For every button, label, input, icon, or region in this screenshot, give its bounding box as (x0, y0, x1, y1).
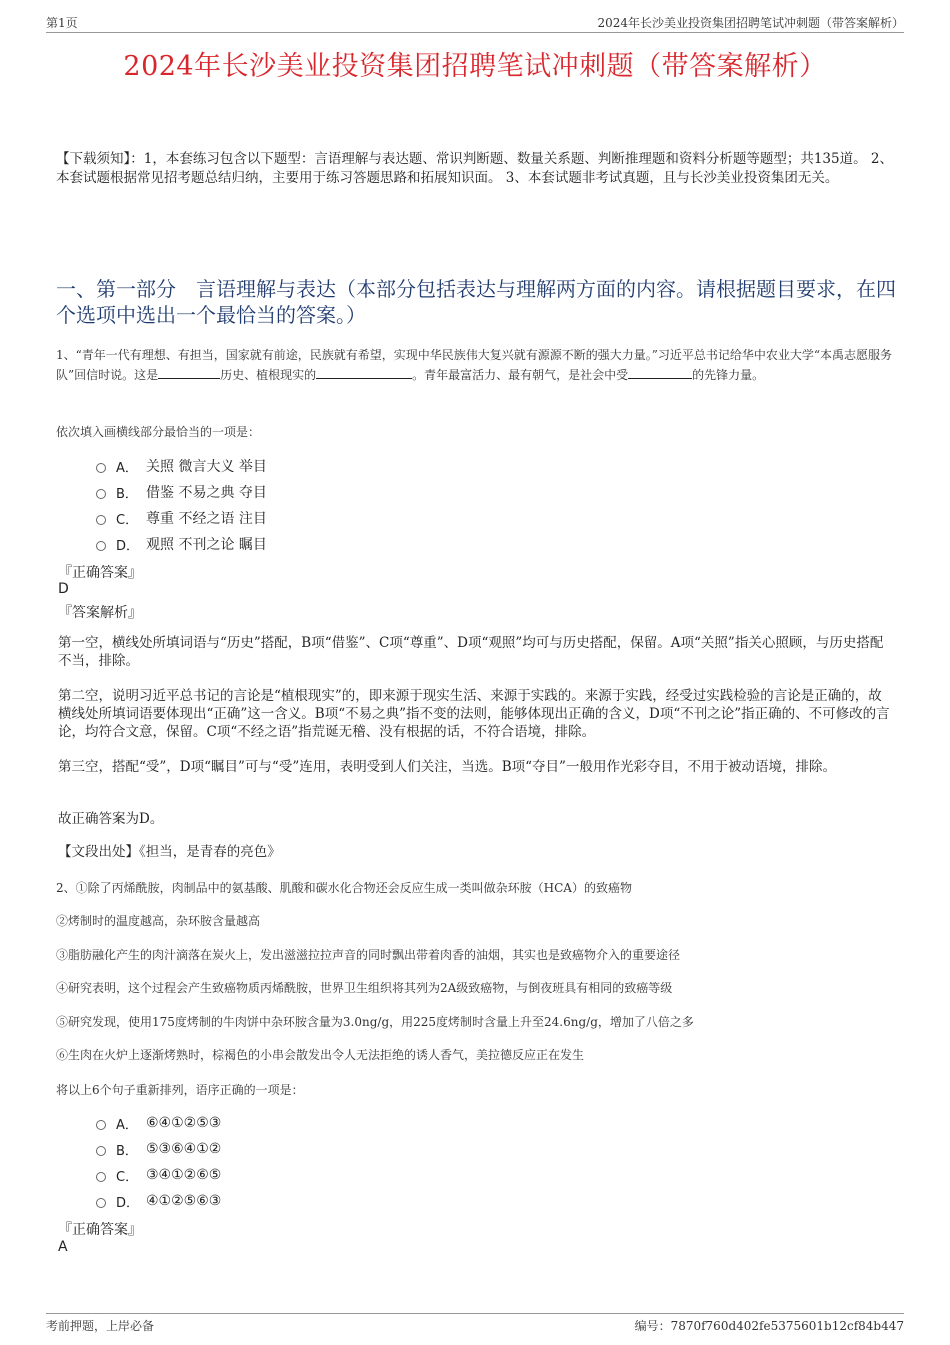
question-2-sentence-4: ④研究表明，这个过程会产生致癌物质丙烯酰胺，世界卫生组织将其列为2A级致癌物，与倒夜班具有相同的致癌等级 (56, 981, 673, 995)
question-1-options (96, 453, 267, 557)
section-title: 一、第一部分 言语理解与表达（本部分包括表达与理解两方面的内容。请根据题目要求，在四个选项中选出一个最恰当的答案。） (56, 277, 896, 327)
page-number: 第1页 (46, 16, 78, 30)
analysis-paragraph-3: 第三空，搭配“受”，D项“瞩目”可与“受”连用，表明受到人们关注，当选。B项“夺目”一般用作光彩夺目，不用于被动语境，排除。 (58, 759, 836, 775)
option-d[interactable]: D． ④①②⑤⑥③ (96, 1188, 221, 1214)
question-2-sentence-2: ②烤制时的温度越高，杂环胺含量越高 (56, 914, 261, 928)
question-1-prompt: 依次填入画横线部分最恰当的一项是： (56, 425, 261, 439)
radio-icon[interactable] (96, 1146, 106, 1156)
question-2-sentence-6: ⑥生肉在火炉上逐渐烤熟时，棕褐色的小串会散发出令人无法拒绝的诱人香气，美拉德反应正在发生 (56, 1048, 585, 1062)
fill-blank-2 (316, 366, 412, 379)
question-2-prompt: 将以上6个句子重新排列，语序正确的一项是： (56, 1083, 304, 1097)
question-2-sentence-3: ③脂肪融化产生的肉汁滴落在炭火上，发出滋滋拉拉声音的同时飘出带着肉香的油烟，其实也是致癌物介入的重要途径 (56, 948, 681, 962)
option-a[interactable]: A． ⑥④①②⑤③ (96, 1110, 221, 1136)
correct-answer: A (58, 1239, 68, 1255)
option-b[interactable]: B． 借鉴 不易之典 夺目 (96, 479, 267, 505)
correct-answer-label: 『正确答案』 (58, 1222, 142, 1238)
option-d[interactable]: D． 观照 不刊之论 瞩目 (96, 531, 267, 557)
fill-blank-3 (628, 366, 692, 379)
analysis-conclusion: 故正确答案为D。 (58, 811, 164, 827)
question-2-sentence-1: 2、①除了丙烯酰胺，肉制品中的氨基酸、肌酸和碳水化合物还会反应生成一类叫做杂环胺（HCA）的致癌物 (56, 881, 632, 895)
question-2-options (96, 1110, 221, 1214)
footer-slogan: 考前押题，上岸必备 (46, 1319, 155, 1333)
fill-blank-1 (158, 366, 220, 379)
correct-answer: D (58, 581, 69, 597)
question-1-text: 1、“青年一代有理想、有担当，国家就有前途，民族就有希望，实现中华民族伟大复兴就有源源不断的强大力量。”习近平总书记给华中农业大学“本禹志愿服务队”回信时说。这是 历史、植根现实的 。青年最富活力、最有朝气，是社会中受 的先锋力量。 (56, 348, 893, 382)
radio-icon[interactable] (96, 489, 106, 499)
option-c[interactable]: C． ③④①②⑥⑤ (96, 1162, 221, 1188)
download-notice: 【下载须知】：1，本套练习包含以下题型：言语理解与表达题、常识判断题、数量关系题、判断推理题和资料分析题等题型；共135道。 2、本套试题根据常见招考题总结归纳，主要用于练习答题思路和拓展知识面。 3、本套试题非考试真题，且与长沙美业投资集团无关。 (56, 151, 893, 186)
option-c[interactable]: C． 尊重 不经之语 注目 (96, 505, 267, 531)
radio-icon[interactable] (96, 1120, 106, 1130)
radio-icon[interactable] (96, 541, 106, 551)
analysis-label: 『答案解析』 (58, 605, 142, 621)
text-source: 【文段出处】《担当，是青春的亮色》 (58, 844, 281, 860)
page-header (46, 14, 904, 33)
radio-icon[interactable] (96, 1198, 106, 1208)
correct-answer-label: 『正确答案』 (58, 565, 142, 581)
header-doc-title: 2024年长沙美业投资集团招聘笔试冲刺题（带答案解析） (597, 16, 904, 30)
radio-icon[interactable] (96, 515, 106, 525)
analysis-paragraph-1: 第一空，横线处所填词语与“历史”搭配，B项“借鉴”、C项“尊重”、D项“观照”均可与历史搭配，保留。A项“关照”指关心照顾，与历史搭配不当，排除。 (58, 635, 884, 669)
page-title: 2024年长沙美业投资集团招聘笔试冲刺题（带答案解析） (123, 51, 827, 82)
option-a[interactable]: A． 关照 微言大义 举目 (96, 453, 267, 479)
analysis-paragraph-2: 第二空，说明习近平总书记的言论是“植根现实”的，即来源于现实生活、来源于实践的。来源于实践，经受过实践检验的言论是正确的，故横线处所填词语要体现出“正确”这一含义。B项“不易之典”指不变的法则，能够体现出正确的含义，D项“不刊之论”指正确的、不可修改的言论，均符合文意，保留。C项“不经之语”指荒诞无稽、没有根据的话，不符合语境，排除。 (58, 688, 890, 740)
footer-code: 编号：7870f760d402fe5375601b12cf84b447 (634, 1319, 904, 1333)
question-2-sentence-5: ⑤研究发现，使用175度烤制的牛肉饼中杂环胺含量为3.0ng/g，用225度烤制时含量上升至24.6ng/g，增加了八倍之多 (56, 1015, 694, 1029)
radio-icon[interactable] (96, 1172, 106, 1182)
radio-icon[interactable] (96, 463, 106, 473)
option-b[interactable]: B． ⑤③⑥④①② (96, 1136, 221, 1162)
page-footer (46, 1313, 904, 1334)
